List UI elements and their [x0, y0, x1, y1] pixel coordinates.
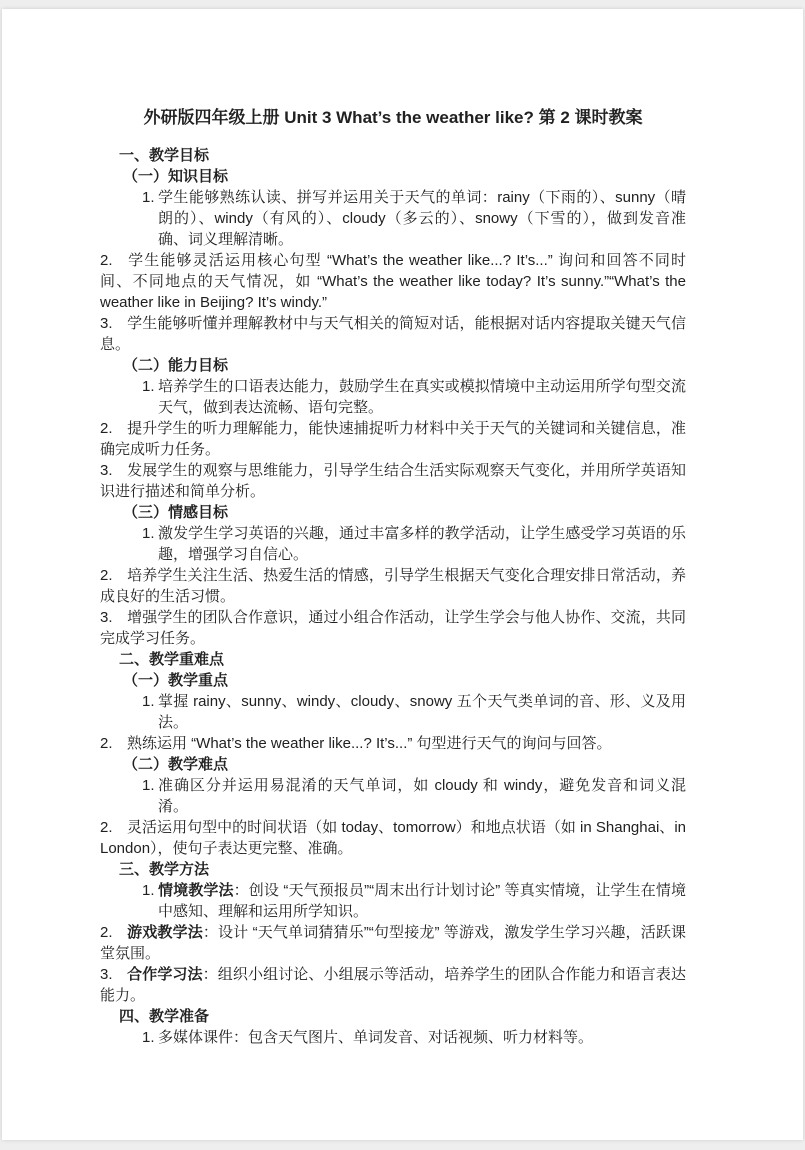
- list-number: 2.: [100, 819, 113, 836]
- section-heading: [100, 145, 686, 166]
- document-body: [100, 145, 686, 1048]
- sub-heading: [100, 355, 686, 376]
- paragraph-text: 学生能够听懂并理解教材中与天气相关的简短对话，能根据对话内容提取关键天气信息。: [100, 315, 686, 353]
- paragraph: [100, 565, 686, 607]
- paragraph-text: 发展学生的观察与思维能力，引导学生结合生活实际观察天气变化，并用所学英语知识进行描述和简单分析。: [100, 462, 686, 500]
- paragraph-text: 培养学生的口语表达能力，鼓励学生在真实或模拟情境中主动运用所学句型交流天气，做到表达流畅、语句完整。: [158, 378, 686, 416]
- list-number: 1.: [142, 189, 155, 206]
- list-number: 3.: [100, 966, 113, 983]
- paragraph-text: 学生能够灵活运用核心句型 “What’s the weather like...? It’s...” 询问和回答不同时间、不同地点的天气情况，如 “What’s the weather like today? It’s sunny.”“What’s the weather like in Beijing? It’s windy.”: [100, 252, 686, 311]
- paragraph: [100, 187, 686, 250]
- list-number: 1.: [142, 777, 155, 794]
- paragraph-text: 掌握 rainy、sunny、windy、cloudy、snowy 五个天气类单词的音、形、义及用法。: [158, 693, 686, 731]
- paragraph-text: 培养学生关注生活、热爱生活的情感，引导学生根据天气变化合理安排日常活动，养成良好的生活习惯。: [100, 567, 686, 605]
- document-title: 外研版四年级上册 Unit 3 What’s the weather like? 第 2 课时教案: [143, 108, 643, 127]
- paragraph-text: 二、教学重难点: [119, 651, 225, 668]
- paragraph-text: 学生能够熟练认读、拼写并运用关于天气的单词：rainy（下雨的）、sunny（晴朗的）、windy（有风的）、cloudy（多云的）、snowy（下雪的），做到发音准确、词义理解清晰。: [158, 189, 686, 248]
- sub-heading: [100, 670, 686, 691]
- paragraph: [100, 922, 686, 964]
- paragraph: [100, 1027, 686, 1048]
- paragraph: [100, 607, 686, 649]
- sub-heading: [100, 502, 686, 523]
- paragraph-text: （三）情感目标: [123, 504, 229, 521]
- paragraph-text: 合作学习法：组织小组讨论、小组展示等活动，培养学生的团队合作能力和语言表达能力。: [100, 966, 686, 1004]
- list-number: 1.: [142, 693, 155, 710]
- paragraph: [100, 691, 686, 733]
- list-number: 3.: [100, 315, 113, 332]
- paragraph-text: 多媒体课件：包含天气图片、单词发音、对话视频、听力材料等。: [158, 1029, 594, 1046]
- paragraph-text: （一）教学重点: [123, 672, 229, 689]
- sub-heading: [100, 754, 686, 775]
- list-number: 2.: [100, 567, 113, 584]
- paragraph-text: 灵活运用句型中的时间状语（如 today、tomorrow）和地点状语（如 in Shanghai、in London），使句子表达更完整、准确。: [100, 819, 686, 857]
- paragraph: [100, 418, 686, 460]
- list-number: 2.: [100, 924, 113, 941]
- list-number: 2.: [100, 420, 113, 437]
- paragraph-text: 激发学生学习英语的兴趣，通过丰富多样的教学活动，让学生感受学习英语的乐趣，增强学习自信心。: [158, 525, 686, 563]
- paragraph-text: 准确区分并运用易混淆的天气单词，如 cloudy 和 windy，避免发音和词义混淆。: [158, 777, 686, 815]
- paragraph: [100, 250, 686, 313]
- paragraph: [100, 733, 686, 754]
- list-number: 1.: [142, 882, 155, 899]
- section-heading: [100, 649, 686, 670]
- paragraph-text: 三、教学方法: [119, 861, 210, 878]
- list-number: 1.: [142, 1029, 155, 1046]
- paragraph: [100, 817, 686, 859]
- paragraph-text: （二）能力目标: [123, 357, 229, 374]
- document-page: [2, 9, 803, 1140]
- paragraph: [100, 880, 686, 922]
- paragraph-text: 一、教学目标: [119, 147, 210, 164]
- paragraph-text: 提升学生的听力理解能力，能快速捕捉听力材料中关于天气的关键词和关键信息，准确完成听力任务。: [100, 420, 686, 458]
- paragraph: [100, 460, 686, 502]
- paragraph-text: （一）知识目标: [123, 168, 229, 185]
- paragraph-text: 情境教学法：创设 “天气预报员”“周末出行计划讨论” 等真实情境，让学生在情境中感知、理解和运用所学知识。: [158, 882, 686, 920]
- section-heading: [100, 859, 686, 880]
- paragraph-text: 游戏教学法：设计 “天气单词猜猜乐”“句型接龙” 等游戏，激发学生学习兴趣，活跃课堂氛围。: [100, 924, 686, 962]
- paragraph-text: 增强学生的团队合作意识，通过小组合作活动，让学生学会与他人协作、交流，共同完成学习任务。: [100, 609, 686, 647]
- list-number: 2.: [100, 252, 113, 269]
- list-number: 1.: [142, 525, 155, 542]
- list-number: 3.: [100, 609, 113, 626]
- paragraph-text: （二）教学难点: [123, 756, 229, 773]
- paragraph: [100, 523, 686, 565]
- sub-heading: [100, 166, 686, 187]
- list-number: 3.: [100, 462, 113, 479]
- paragraph-text: 四、教学准备: [119, 1008, 210, 1025]
- paragraph: [100, 376, 686, 418]
- list-number: 1.: [142, 378, 155, 395]
- section-heading: [100, 1006, 686, 1027]
- paragraph-text: 熟练运用 “What’s the weather like...? It’s...” 句型进行天气的询问与回答。: [127, 735, 612, 752]
- list-number: 2.: [100, 735, 113, 752]
- paragraph: [100, 964, 686, 1006]
- paragraph: [100, 313, 686, 355]
- paragraph: [100, 775, 686, 817]
